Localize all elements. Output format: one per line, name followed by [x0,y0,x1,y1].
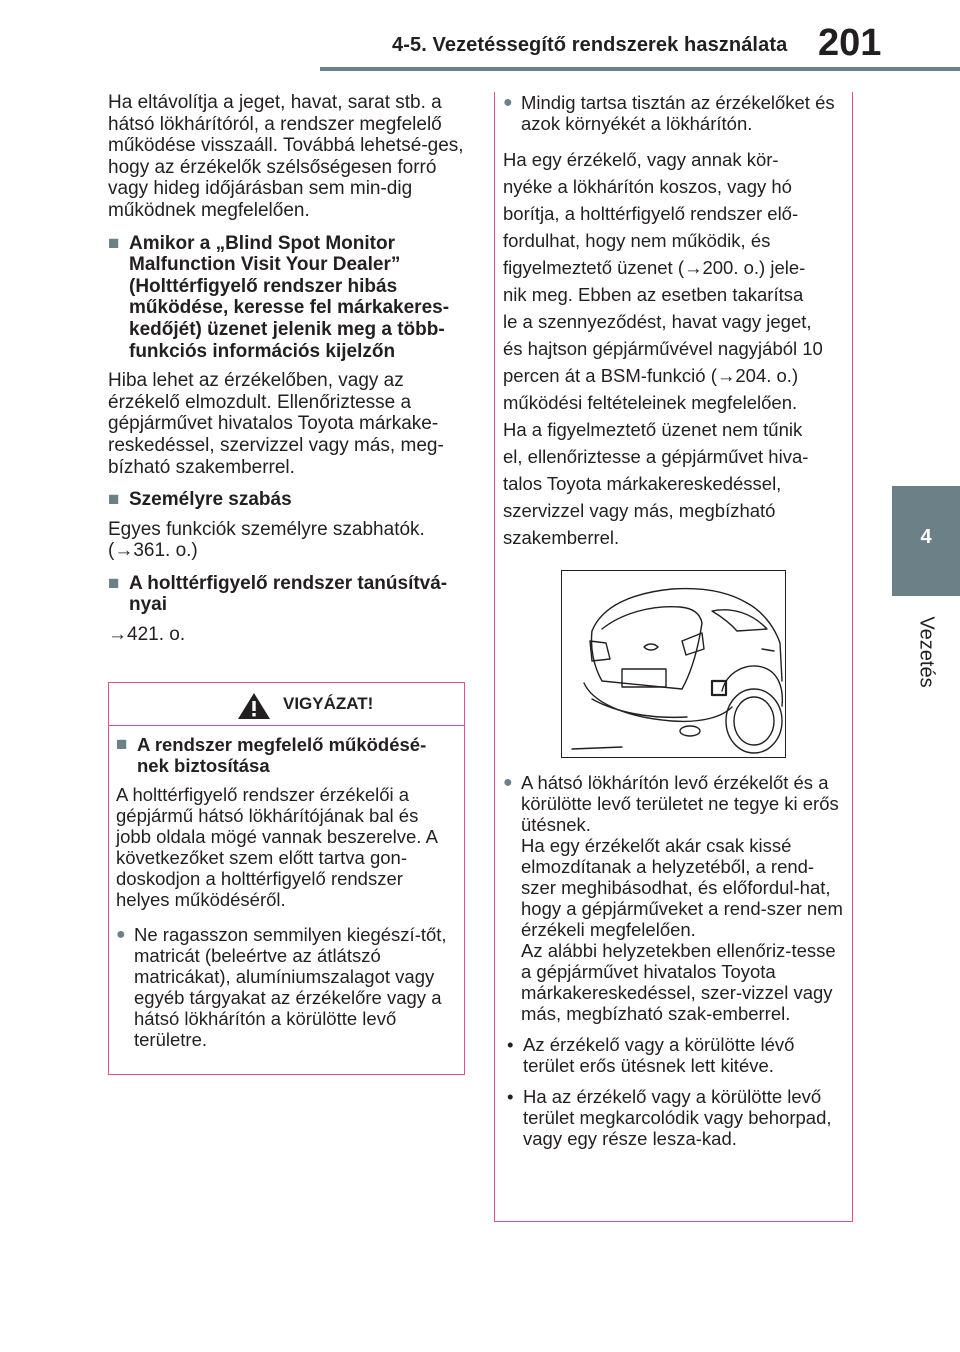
heading-text: Személyre szabás [129,489,292,511]
right-upper-content [503,92,847,551]
chapter-label: Vezetés [915,616,938,688]
paragraph-line: el, ellenőriztesse a gépjárművet hiva- [503,446,809,467]
dash-item [503,1034,847,1076]
caution-title: VIGYÁZAT! [283,694,374,713]
header-rule [320,67,960,71]
section-title: 4-5. Vezetéssegítő rendszerek használata [392,34,788,56]
bullet-body [521,772,847,1024]
page-number: 201 [818,22,882,64]
paragraph-line: szervizzel vagy más, megbízható [503,500,776,521]
bullet-text: Mindig tartsa tisztán az érzékelőket és azok környékét a lökhárítón. [521,92,835,134]
square-bullet-icon: ■ [116,734,128,755]
car-rear-drawing [562,571,785,757]
bullet-continuation: Az alábbi helyzetekben ellenőriz-tesse a gépjárművet hivatalos Toyota márkakereskedéssel, szer-vizzel vagy más, megbízható szak-emberrel. [521,940,836,1024]
dash-text: Az érzékelő vagy a körülötte lévő terület erős ütésnek lett kitéve. [523,1034,795,1076]
paragraph-line: le a szennyeződést, havat vagy jeget, [503,311,812,332]
page-reference-link[interactable]: →421. o. [108,624,186,646]
chapter-label-area [888,602,960,702]
caution-header [109,683,464,726]
heading-text: A rendszer megfelelő működésé-nek biztosítása [137,734,427,776]
caution-bullet [116,924,456,1050]
paragraph-line: figyelmeztető üzenet (→200. o.) jele- [503,257,806,278]
paragraph-line: szakemberrel. [503,527,620,548]
intro-paragraph: Ha eltávolítja a jeget, havat, sarat stb. a hátsó lökhárítóról, a rendszer megfelelő működése visszaáll. Továbbá lehetsé-ges, hogy az érzékelők szélsőségesen forró vagy hideg időjárásban sem min-dig működnek megfelelően. [108,92,464,221]
paragraph-line: percen át a BSM-funkció (→204. o.) [503,365,799,386]
paragraph-line: és hajtson gépjárművével nagyjából 10 [503,338,823,359]
page-header [0,0,960,72]
circle-bullet-icon: ● [503,774,513,791]
paragraph-line: fordulhat, hogy nem működik, és [503,230,771,251]
caution-box [108,682,465,1075]
square-bullet-icon: ■ [108,572,120,594]
heading-text: A holttérfigyelő rendszer tanúsítvá-nyai [129,572,448,616]
paragraph-line: nik meg. Ebben az esetben takarítsa [503,284,804,305]
malfunction-paragraph: Hiba lehet az érzékelőben, vagy az érzékelő elmozdult. Ellenőriztesse a gépjárművet hivatalos Toyota márkake-reskedéssel, szervizzel vagy más, meg-bízható szakemberrel. [108,370,444,478]
caution-heading [116,734,456,776]
heading-text: Amikor a „Blind Spot Monitor Malfunction Visit Your Dealer” (Holttérfigyelő rendszer hibás működése, keresse fel márkakeres-kedőjét) üzenet jelenik meg a több-funkciós információs kijelzőn [129,232,450,362]
paragraph-line: működési feltételeinek megfelelően. [503,392,798,413]
circle-bullet-icon: ● [503,94,513,111]
right-lower-content [503,772,847,1159]
right-caution-continuation [494,92,853,1222]
clean-sensor-bullet [503,92,847,134]
dash-bullet-icon: • [507,1086,514,1107]
section-heading-malfunction [108,233,468,363]
dash-item [503,1086,847,1149]
square-bullet-icon: ■ [108,232,120,254]
square-bullet-icon: ■ [108,489,120,511]
paragraph-line: talos Toyota márkakereskedéssel, [503,473,782,494]
caution-paragraph: A holttérfigyelő rendszer érzékelői a gépjármű hátsó lökhárítójának bal és jobb oldala mögé vannak beszerelve. A következőket szem előtt tartva gon-doskodjon a holttérfigyelő rendszer helyes működéséről. [116,784,437,910]
bullet-continuation: Ha egy érzékelőt akár csak kissé elmozdítanak a helyzetéből, a rend-szer meghibásodhat, és előfordul-hat, hogy a gépjárműveket a rend-szer nem érzékeli megfelelően. [521,835,843,940]
impact-bullet [503,772,847,1024]
dash-bullet-icon: • [507,1034,514,1055]
paragraph-line: Ha egy érzékelő, vagy annak kör- [503,149,779,170]
dash-text: Ha az érzékelő vagy a körülötte levő terület megkarcolódik vagy behorpad, vagy egy része lesza-kad. [523,1086,832,1149]
section-heading-certification [108,573,468,616]
circle-bullet-icon: ● [116,926,126,943]
section-heading-customization [108,489,468,511]
chapter-number: 4 [920,526,932,548]
paragraph-line: Ha a figyelmeztető üzenet nem tűnik [503,419,803,440]
caution-body [109,726,464,1050]
customization-paragraph: Egyes funkciók személyre szabhatók. (→361. o.) [108,518,425,562]
paragraph-line: nyéke a lökhárítón koszos, vagy hó [503,176,792,197]
warning-triangle-icon [237,692,271,720]
paragraph-line: borítja, a holttérfigyelő rendszer elő- [503,203,799,224]
left-column [108,92,468,646]
bullet-text: Ne ragasszon semmilyen kiegészí-tőt, matricát (beleértve az átlátszó matricákat), alumíniumszalagot vagy egyéb tárgyakat az érzékelőre vagy a hátsó lökhárítón a körülötte levő területre. [134,924,447,1050]
chapter-tab[interactable] [892,486,960,596]
rear-car-illustration [561,570,786,758]
bullet-text: A hátsó lökhárítón levő érzékelőt és a körülötte levő területet ne tegye ki erős ütésnek. [521,772,839,835]
dirty-sensor-paragraph [503,146,847,551]
